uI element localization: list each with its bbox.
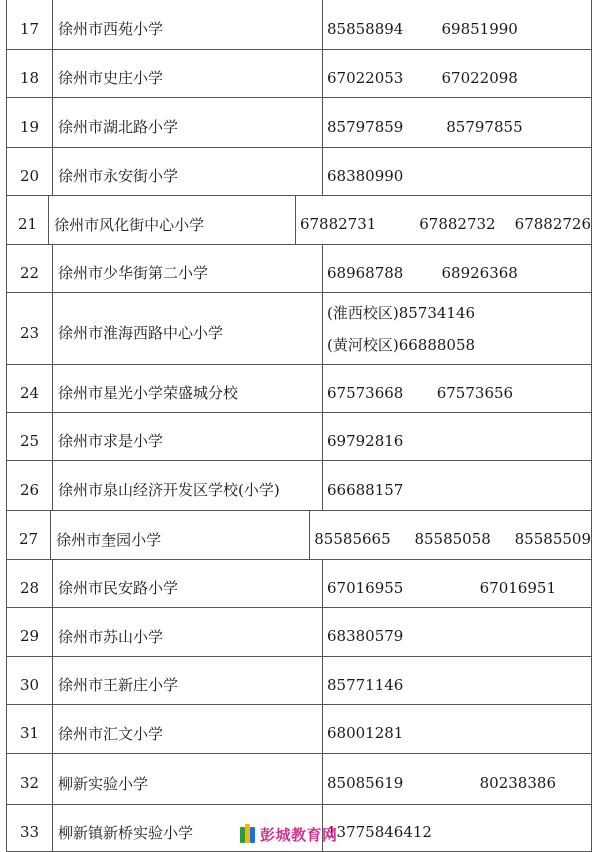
phone-number: 66688157 [327,480,404,499]
school-name: 徐州市民安路小学 [58,579,179,597]
phone-number: 85858894 69851990 [327,19,518,38]
phone-number: (淮西校区)85734146 [327,303,476,322]
table-row [6,148,592,196]
phone-cell [322,245,592,292]
table-row [6,98,592,148]
table-row [6,560,592,608]
row-number: 26 [19,480,40,499]
row-number-cell [6,511,50,559]
school-name: 徐州市西苑小学 [58,20,164,38]
row-number-cell [6,98,52,147]
school-name: 徐州市泉山经济开发区学校(小学) [58,481,280,499]
phone-cell [322,705,592,753]
school-name-cell [52,754,322,804]
row-number: 27 [19,530,39,548]
school-name: 徐州市风化街中心小学 [54,215,205,234]
row-number: 25 [19,431,40,450]
row-number: 21 [17,215,38,233]
table-row [6,461,592,511]
school-name-cell [50,511,309,559]
phone-number: 69792816 [327,431,404,450]
row-number: 28 [19,578,40,597]
watermark [240,823,338,845]
row-number-cell [6,50,52,97]
watermark-text: 彭城教育网 [260,825,338,844]
row-number-cell [6,0,52,49]
row-number-cell [6,705,52,753]
row-number-cell [6,293,52,364]
phone-number: 68380579 [327,627,404,645]
book-logo-icon [240,823,256,845]
school-name-cell [52,560,322,607]
table-row [6,413,592,461]
school-name-cell [52,365,322,412]
phone-number: (黄河校区)66888058 [327,335,476,354]
phone-cell [322,50,592,97]
table-row [6,657,592,705]
school-name-cell [52,50,322,97]
row-number: 29 [19,627,40,645]
phone-cell [322,0,592,49]
table-row [6,196,592,245]
school-name-cell [52,608,322,656]
phone-cell [295,196,592,244]
school-name: 徐州市少华街第二小学 [58,264,209,282]
school-name-cell [52,245,322,292]
school-name: 柳新实验小学 [58,774,149,793]
row-number-cell [6,805,52,851]
row-number-cell [6,196,48,244]
phone-number: 67882731 67882732 67882726 [299,215,591,233]
school-name: 徐州市湖北路小学 [58,118,179,136]
school-name: 徐州市淮海西路中心小学 [58,324,224,342]
phone-number: 67022053 67022098 [327,68,518,87]
phone-number: 13775846412 [327,823,432,841]
row-number: 20 [19,166,40,185]
school-phone-table [6,0,592,852]
row-number-cell [6,657,52,704]
phone-cell [322,608,592,656]
table-row [6,705,592,754]
phone-cell [322,293,592,364]
phone-cell [322,461,592,510]
phone-number: 68001281 [327,724,404,742]
row-number-cell [6,608,52,656]
row-number: 31 [19,724,40,742]
phone-number: 67016955 67016951 [327,578,556,597]
school-name-cell [52,98,322,147]
school-name-cell [52,293,322,364]
row-number: 18 [19,68,40,87]
school-name-cell [52,0,322,49]
table-row [6,511,592,560]
phone-number: 67573668 67573656 [327,383,514,402]
table-row [6,754,592,805]
phone-cell [322,365,592,412]
phone-number: 85585665 85585058 85585509 [314,530,591,548]
school-name-cell [48,196,295,244]
row-number-cell [6,560,52,607]
table-row [6,293,592,365]
row-number: 22 [19,263,40,282]
row-number: 23 [19,323,40,342]
school-name: 柳新镇新桥实验小学 [58,823,194,842]
school-name: 徐州市史庄小学 [58,69,164,87]
row-number-cell [6,461,52,510]
school-name-cell [52,413,322,460]
row-number-cell [6,754,52,804]
phone-number: 68968788 68926368 [327,263,518,282]
school-name: 徐州市永安街小学 [58,167,179,185]
school-name: 徐州市苏山小学 [58,627,164,646]
school-name: 徐州市求是小学 [58,432,164,450]
school-name: 徐州市星光小学荣盛城分校 [58,384,239,402]
school-name-cell [52,705,322,753]
school-name-cell [52,657,322,704]
phone-cell [322,98,592,147]
phone-number: 85797859 85797855 [327,117,523,136]
school-name-cell [52,148,322,195]
school-name: 徐州市汇文小学 [58,724,164,743]
table-row [6,365,592,413]
row-number: 30 [19,675,40,694]
phone-cell [322,413,592,460]
phone-cell [322,657,592,704]
table-row [6,0,592,50]
row-number-cell [6,148,52,195]
school-name-cell [52,461,322,510]
table-row [6,50,592,98]
phone-cell [322,754,592,804]
school-name: 徐州市奎园小学 [56,530,162,549]
table-row [6,608,592,657]
table-row [6,245,592,293]
row-number-cell [6,365,52,412]
phone-number: 85771146 [327,675,404,694]
row-number-cell [6,245,52,292]
phone-cell [322,560,592,607]
phone-number: 85085619 80238386 [327,774,556,792]
phone-number: 68380990 [327,166,404,185]
phone-cell [309,511,592,559]
school-name: 徐州市王新庄小学 [58,676,179,694]
row-number: 32 [19,774,40,792]
row-number: 33 [19,823,40,841]
phone-cell [322,148,592,195]
row-number: 17 [19,19,40,38]
row-number-cell [6,413,52,460]
row-number: 19 [19,117,40,136]
row-number: 24 [19,383,40,402]
phone-cell [322,805,592,851]
